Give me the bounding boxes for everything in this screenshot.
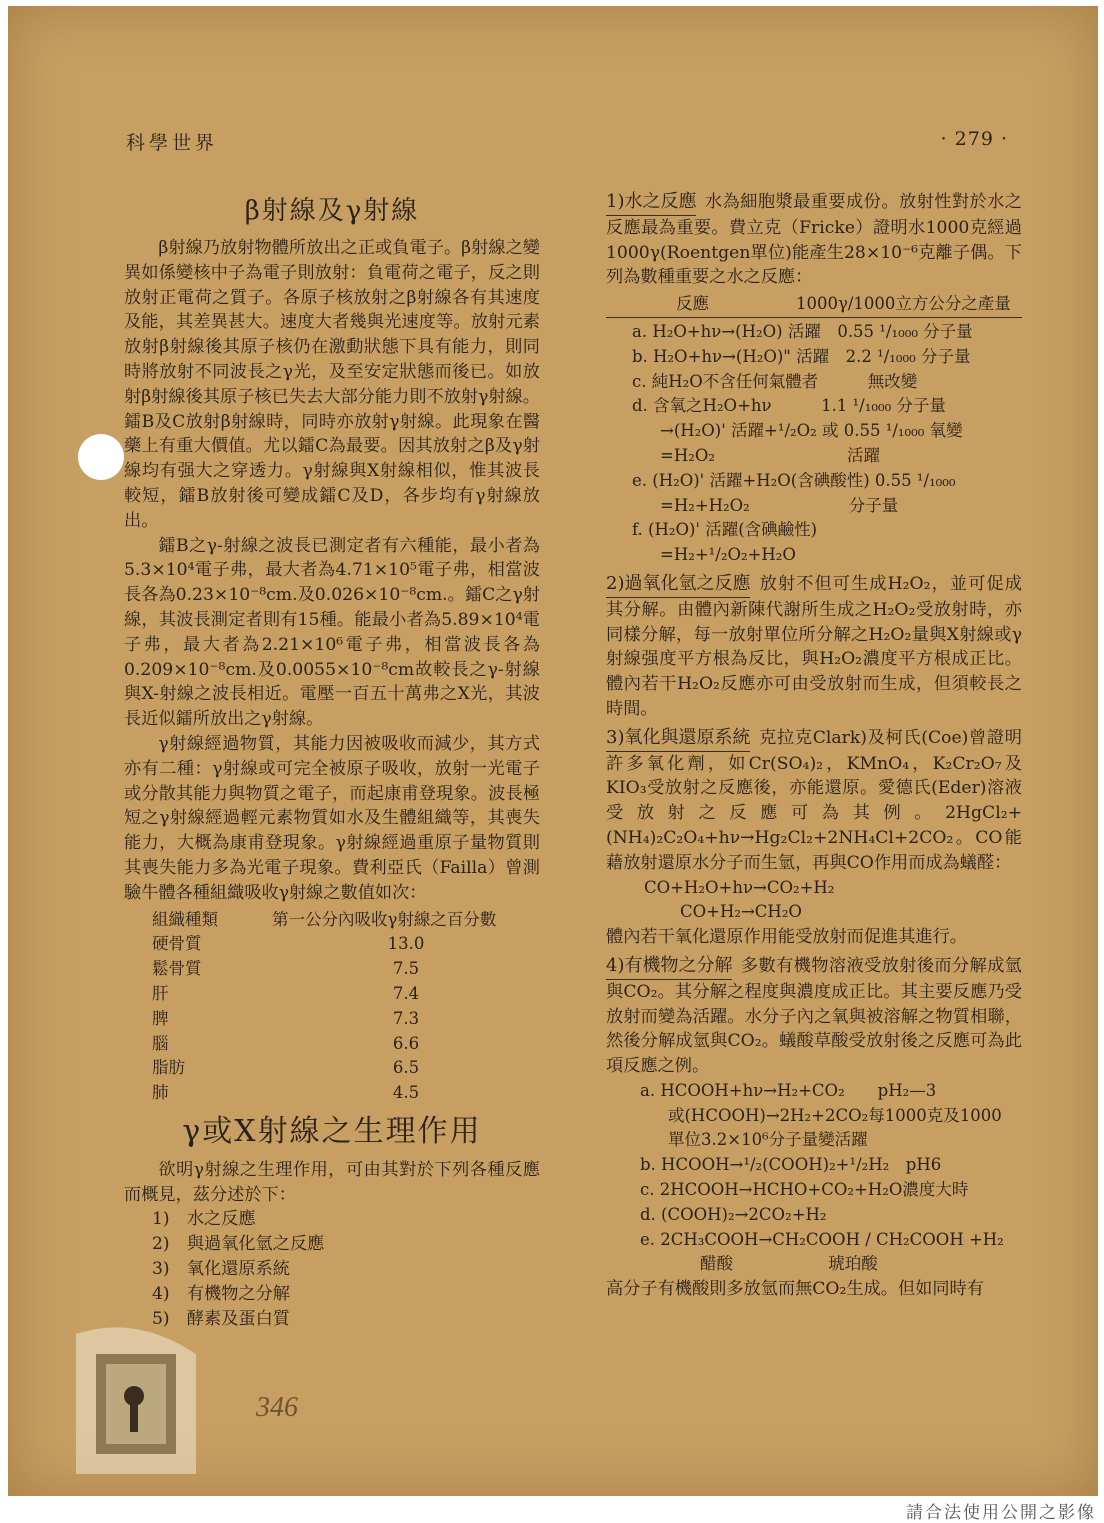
tissue-cell: 脾 bbox=[152, 1008, 169, 1028]
absorption-table bbox=[124, 908, 540, 1106]
paragraph: 水為細胞漿最重要成份。放射性對於水之反應最為重要。費立克（Fricke）證明水1000克經過1000γ(Roentgen單位)能產生28×10⁻⁶克離子偶。下列為數種重要之水之反應： bbox=[606, 192, 1022, 288]
tissue-cell: 腦 bbox=[152, 1033, 169, 1053]
tissue-cell: 肝 bbox=[152, 983, 169, 1003]
reaction-line: d. (COOH)₂→2CO₂+H₂ bbox=[640, 1204, 827, 1224]
subsection-title: 2)過氧化氫之反應 bbox=[606, 572, 750, 598]
reaction-line: d. 含氧之H₂O+hν 1.1 ¹/₁₀₀₀ 分子量 bbox=[632, 396, 946, 416]
value-cell: 4.5 bbox=[392, 1083, 420, 1103]
reaction-line: f. (H₂O)' 活躍(含碘鹼性) bbox=[632, 520, 818, 540]
value-cell: 13.0 bbox=[387, 934, 425, 954]
water-reactions bbox=[606, 320, 1022, 568]
redox-equations bbox=[606, 876, 1022, 926]
table-header bbox=[124, 908, 540, 933]
reaction-line: 單位3.2×10⁶分子量變活躍 bbox=[668, 1130, 868, 1150]
list-item: 2) 與過氧化氫之反應 bbox=[152, 1234, 325, 1255]
tissue-cell: 鬆骨質 bbox=[152, 959, 202, 979]
table-row bbox=[124, 982, 540, 1007]
table-row bbox=[124, 1081, 540, 1106]
article-title: β射線及γ射線 bbox=[244, 196, 420, 226]
tissue-cell: 硬骨質 bbox=[152, 934, 202, 954]
reaction-line: =H₂+¹/₂O₂+H₂O bbox=[660, 545, 796, 565]
tissue-cell: 肺 bbox=[152, 1083, 169, 1103]
value-cell: 7.3 bbox=[392, 1008, 420, 1028]
column-header: 組織種類 bbox=[152, 909, 218, 929]
organic-reactions bbox=[606, 1079, 1022, 1277]
left-column bbox=[124, 192, 540, 1331]
section-peroxide bbox=[606, 572, 1022, 722]
section-redox bbox=[606, 726, 1022, 876]
value-cell: 7.5 bbox=[392, 959, 420, 979]
reaction-line: b. HCOOH→¹/₂(COOH)₂+¹/₂H₂ pH6 bbox=[640, 1155, 942, 1175]
reaction-line: →(H₂O)' 活躍+¹/₂O₂ 或 0.55 ¹/₁₀₀₀ 氧變 bbox=[660, 421, 963, 441]
table-row bbox=[124, 1056, 540, 1081]
column-header: 第一公分內吸收γ射線之百分數 bbox=[272, 909, 497, 929]
section-water bbox=[606, 190, 1022, 290]
equation: CO+H₂O+hν→CO₂+H₂ bbox=[644, 877, 835, 897]
page-scan bbox=[8, 6, 1098, 1496]
table-row bbox=[124, 932, 540, 957]
value-cell: 6.6 bbox=[392, 1033, 420, 1053]
section-title: γ或X射線之生理作用 bbox=[182, 1113, 482, 1149]
equation: CO+H₂→CH₂O bbox=[680, 902, 802, 922]
subsection-title: 4)有機物之分解 bbox=[606, 954, 732, 980]
compound-label: 琥珀酸 bbox=[828, 1254, 878, 1274]
list-item: 4) 有機物之分解 bbox=[152, 1283, 290, 1304]
list-item: 3) 氧化還原系統 bbox=[152, 1259, 290, 1280]
column-header: 反應 bbox=[606, 292, 796, 317]
reaction-line: c. 純H₂O不含任何氣體者 無改變 bbox=[632, 371, 918, 391]
compound-label: 醋酸 bbox=[700, 1254, 733, 1274]
compound-labels bbox=[640, 1252, 1022, 1277]
table-row bbox=[124, 957, 540, 982]
list-item: 1) 水之反應 bbox=[152, 1209, 256, 1230]
reaction-line: a. HCOOH+hν→H₂+CO₂ pH₂—3 bbox=[640, 1080, 937, 1100]
topic-list bbox=[124, 1207, 540, 1331]
binder-hole bbox=[78, 434, 124, 480]
reaction-line: e. (H₂O)' 活躍+H₂O(含碘酸性) 0.55 ¹/₁₀₀₀ bbox=[632, 470, 956, 490]
paragraph: 多數有機物溶液受放射後而分解成氫與CO₂。其分解之程度與濃度成正比。其主要反應乃受放射而變為活躍。水分子內之氧與被溶解之物質相聯，然後分解成氫與CO₂。蟻酸草酸受放射後之反應可為此項反應之例。 bbox=[606, 955, 1022, 1077]
intro-paragraph: 欲明γ射線之生理作用，可由其對於下列各種反應而概見，茲分述於下： bbox=[124, 1159, 540, 1205]
reaction-line: =H₂+H₂O₂ 分子量 bbox=[660, 495, 899, 515]
reaction-line: b. H₂O+hν→(H₂O)" 活躍 2.2 ¹/₁₀₀₀ 分子量 bbox=[632, 346, 971, 366]
right-column bbox=[606, 190, 1022, 1302]
page-number: · 279 · bbox=[940, 128, 1008, 150]
value-cell: 6.5 bbox=[392, 1058, 420, 1078]
paragraph: 體內若干氧化還原作用能受放射而促進其進行。 bbox=[606, 927, 967, 948]
section-organic bbox=[606, 954, 1022, 1079]
water-reaction-header bbox=[606, 292, 1022, 318]
table-row bbox=[124, 1032, 540, 1057]
reaction-line: e. 2CH₃COOH→CH₂COOH / CH₂COOH +H₂ bbox=[640, 1229, 1004, 1249]
paragraph: 克拉克Clark)及柯氏(Coe)曾證明許多氧化劑，如Cr(SO₄)₂，KMnO₄，K₂Cr₂O₇及KIO₃受放射之反應後，亦能還原。愛德氏(Eder)溶液受放射之反應可為其例。2HgCl₂+(NH₄)₂C₂O₄+hν→Hg₂Cl₂+2NH₄Cl+2CO₂。CO能藉放射還原水分子而生氫，再與CO作用而成為蟻醛： bbox=[606, 727, 1022, 873]
journal-name: 科學世界 bbox=[126, 132, 219, 154]
rights-notice: 請合法使用公開之影像 bbox=[906, 1503, 1096, 1523]
tissue-cell: 脂肪 bbox=[152, 1058, 185, 1078]
reaction-line: a. H₂O+hν→(H₂O) 活躍 0.55 ¹/₁₀₀₀ 分子量 bbox=[632, 321, 973, 341]
paragraph: 高分子有機酸則多放氫而無CO₂生成。但如同時有 bbox=[606, 1279, 984, 1300]
reaction-line: 或(HCOOH)→2H₂+2CO₂每1000克及1000 bbox=[668, 1105, 1002, 1125]
paragraph: 放射不但可生成H₂O₂，並可促成其分解。由體內新陳代謝所生成之H₂O₂受放射時，亦同樣分解，每一放射單位所分解之H₂O₂量與X射線或γ射線强度平方根為反比，與H₂O₂濃度平方根成正比。體內若干H₂O₂反應亦可由受放射而生成，但須較長之時間。 bbox=[606, 573, 1022, 719]
reaction-line: =H₂O₂ 活躍 bbox=[660, 445, 880, 465]
library-stamp bbox=[76, 1324, 216, 1474]
list-item: 5) 酵素及蛋白質 bbox=[152, 1308, 290, 1329]
paragraph: 鐳B之γ-射線之波長已測定者有六種能，最小者為5.3×10⁴電子弗，最大者為4.71×10⁵電子弗，相當波長各為0.23×10⁻⁸cm.及0.026×10⁻⁸cm.。鐳C之γ射線，其波長測定者則有15種。能最小者為5.89×10⁴電子弗，最大者為2.21×10⁶電子弗，相當波長各為0.209×10⁻⁸cm.及0.0055×10⁻⁸cm故較長之γ-射線與X-射線之波長相近。電壓一百五十萬弗之X光，其波長近似鐳所放出之γ射線。 bbox=[124, 535, 540, 730]
subsection-title: 3)氧化與還原系統 bbox=[606, 726, 750, 752]
value-cell: 7.4 bbox=[392, 983, 420, 1003]
paragraph: β射線乃放射物體所放出之正或負電子。β射線之變異如係變核中子為電子則放射：負電荷之電子，反之則放射正電荷之質子。各原子核放射之β射線各有其速度及能，其差異甚大。速度大者幾與光速度等。放射元素放射β射線後其原子核仍在激動狀態下具有能力，則同時將放射不同波長之γ光，及至安定狀態而後已。如放射β射線後其原子核已失去大部分能力則不放射γ射線。鐳B及C放射β射線時，同時亦放射γ射線。此現象在醫藥上有重大價值。尤以鐳C為最要。因其放射之β及γ射線均有强大之穿透力。γ射線與X射線相似，惟其波長較短，鐳B放射後可變成鐳C及D，各步均有γ射線放出。 bbox=[124, 238, 540, 531]
reaction-line: c. 2HCOOH→HCHO+CO₂+H₂O濃度大時 bbox=[640, 1180, 969, 1200]
subsection-title: 1)水之反應 bbox=[606, 190, 696, 216]
column-header: 1000γ/1000立方公分之產量 bbox=[796, 292, 1022, 317]
handwritten-number: 346 bbox=[256, 1392, 298, 1423]
table-row bbox=[124, 1007, 540, 1032]
paragraph: γ射線經過物質，其能力因被吸收而減少，其方式亦有二種：γ射線或可完全被原子吸收，放射一光電子或分散其能力與物質之電子，而起康甫登現象。波長極短之γ射線經過輕元素物質如水及生體組織等，其喪失能力，大概為康甫登現象。γ射線經過重原子量物質則其喪失能力多為光電子現象。費利亞氏（Failla）曾測驗牛體各種組織吸收γ射線之數值如次： bbox=[124, 733, 540, 903]
